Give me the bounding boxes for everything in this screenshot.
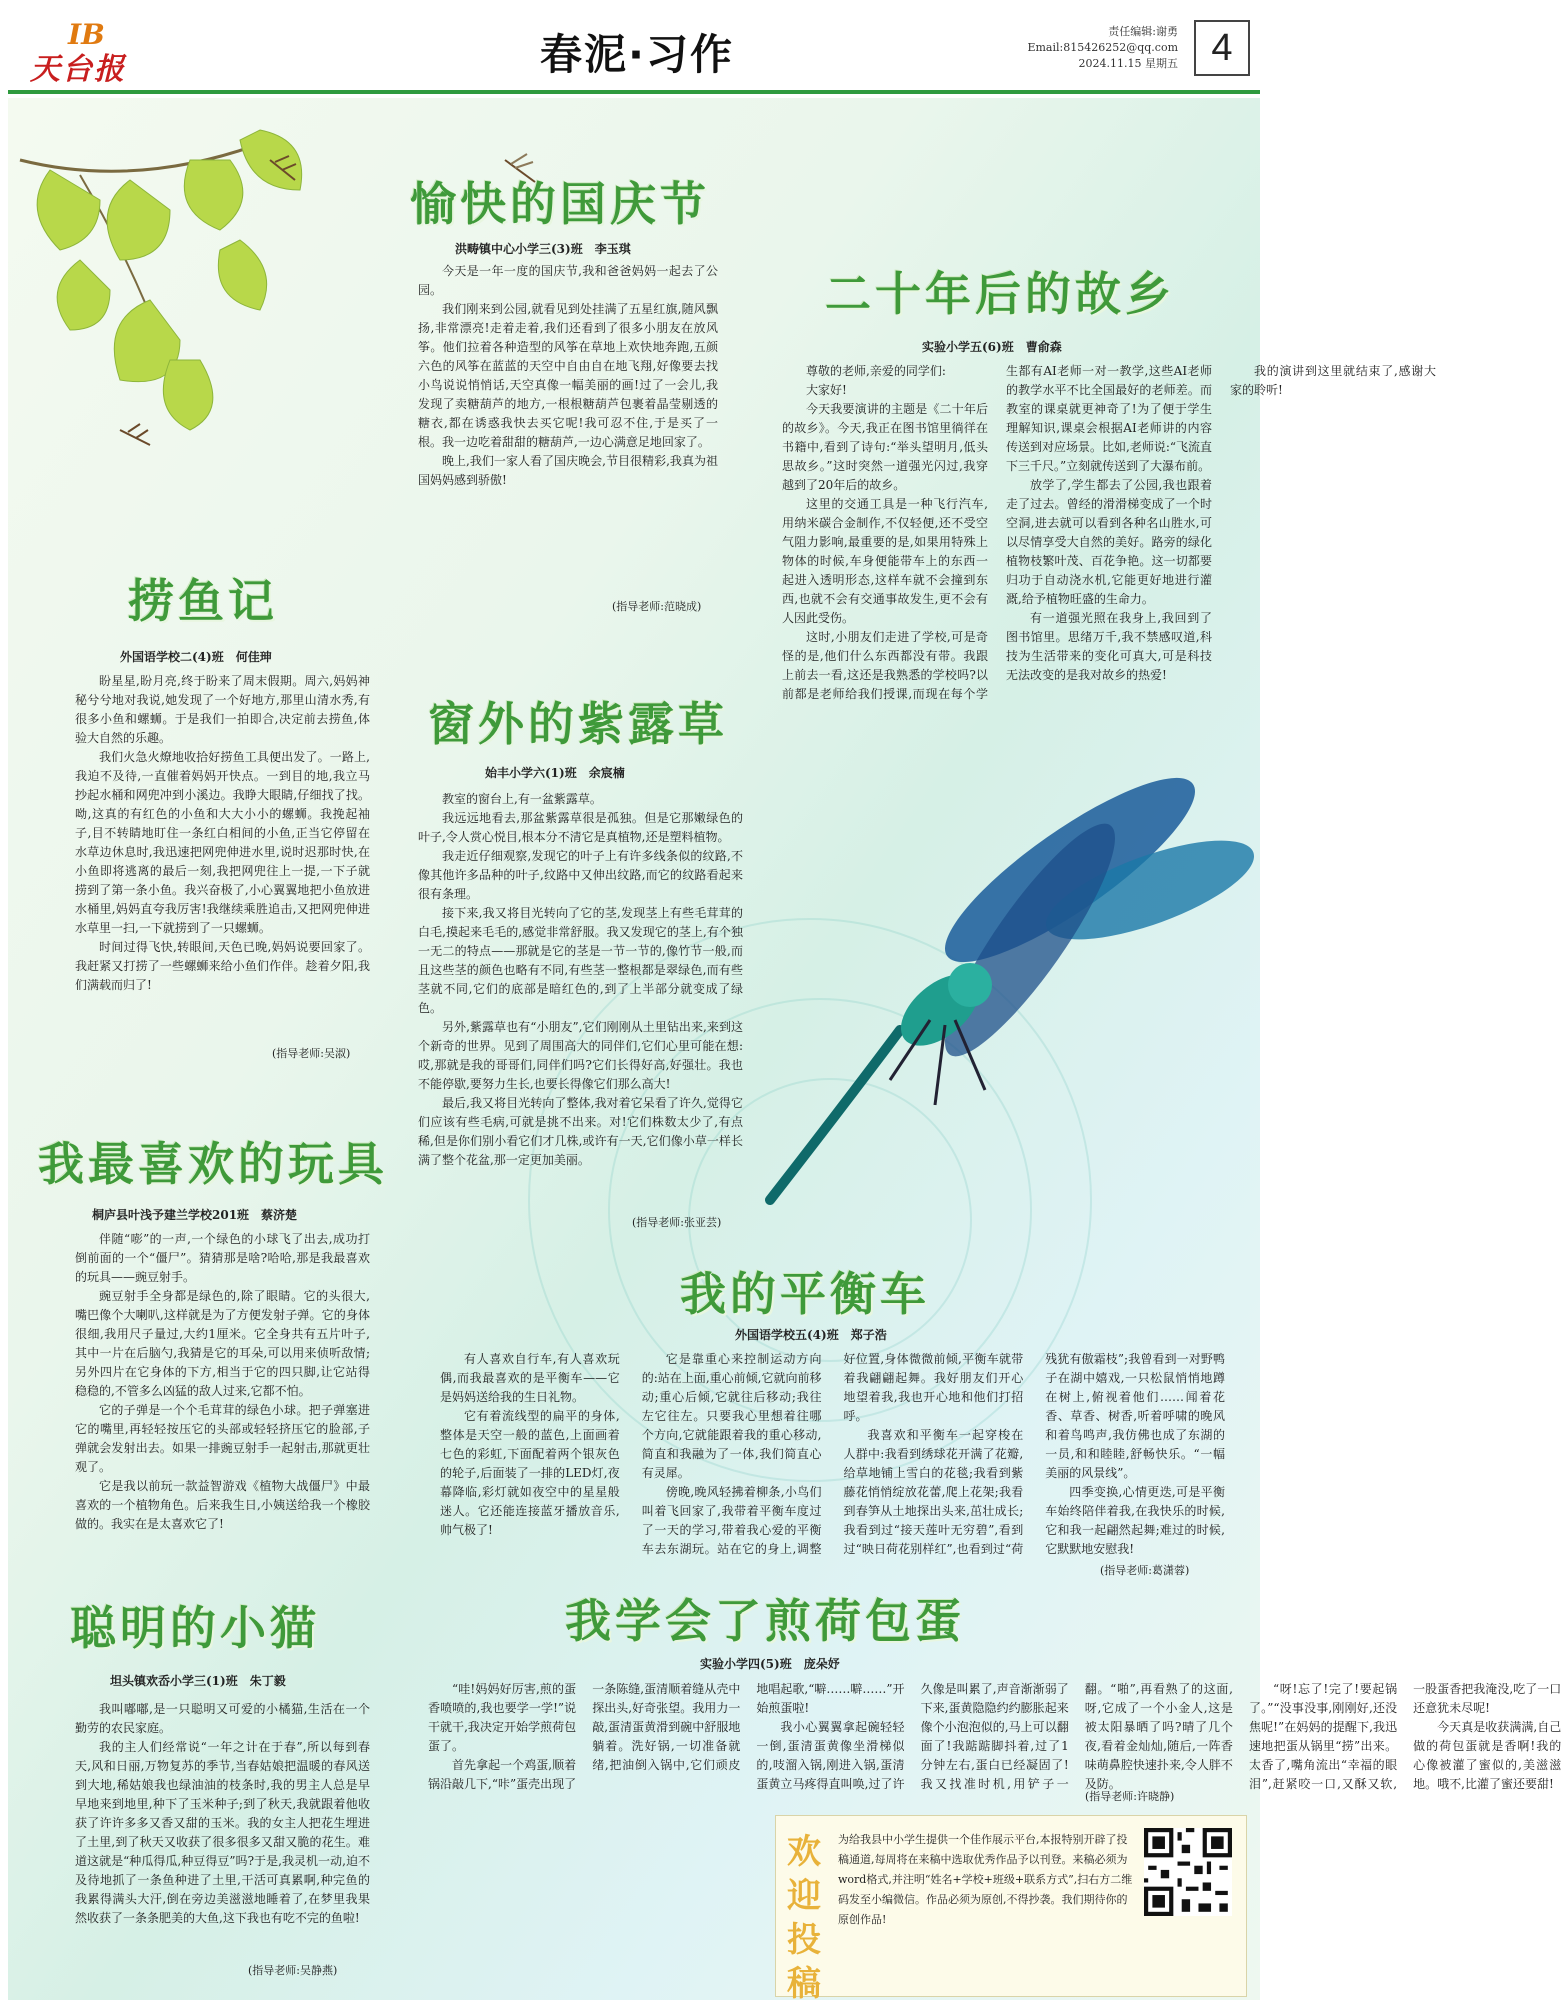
paragraph: 首先拿起一个鸡蛋,顺着锅沿敲几下,“咔”蛋壳出现了一条陈缝,蛋清顺着缝从壳中探出头,好奇张望。我用力一敲,蛋清蛋黄滑到碗中舒服地躺着。洗好锅,一切准备就绪,把油倒入锅中,它们顽皮地唱起歌,“噼……噼……”开始煎蛋啦! — [428, 1682, 905, 1791]
article-title: 窗外的紫露草 — [428, 697, 728, 751]
header-rule — [8, 90, 1260, 94]
paragraph: 另外,紫露草也有“小朋友”,它们刚刚从土里钻出来,来到这个新奇的世界。见到了周围高大的同伴们,它们心里可能在想:哎,那就是我的哥哥们,同伴们吗?它们长得好高,好强壮。我也不能停歇,要努力生长,也要长得像它们那么高大! — [418, 1020, 743, 1091]
article-byline: 外国语学校二(4)班 何佳珅 — [120, 650, 272, 664]
paragraph: 它有着流线型的扁平的身体,整体是天空一般的蓝色,上面画着七色的彩虹,下面配着两个银灰色的轮子,后面装了一排的LED灯,夜幕降临,彩灯就如夜空中的星星般迷人。它还能连接蓝牙播放音乐,帅气极了! — [440, 1409, 620, 1537]
paragraph: 接下来,我又将目光转向了它的茎,发现茎上有些毛茸茸的白毛,摸起来毛毛的,感觉非常舒服。我又发现它的茎上,有个独一无二的特点——那就是它的茎是一节一节的,像竹节一般,而且这些茎的颜色也略有不同,有些茎一整根都是翠绿色,而有些茎就不同,它们的底部是暗红色的,到了上半部分就变成了绿色。 — [418, 906, 743, 1015]
paragraph: 今天真是收获满满,自己做的荷包蛋就是香啊!我的心像被灌了蜜似的,美滋滋地。哦不,比灌了蜜还要甜! — [1413, 1720, 1561, 1791]
editor: 责任编辑:谢勇 — [1108, 25, 1178, 38]
paragraph: 我小心翼翼拿起碗轻轻一倒,蛋清蛋黄像坐滑梯似的,吱溜入锅,刚进入锅,蛋清蛋黄立马疼得直叫唤,过了许久像是叫累了,声音渐渐弱了下来,蛋黄隐隐约约膨胀起来像个小泡泡似的,马上可以翻面了!我踮踮脚抖着,过了1分钟左右,蛋白已经凝固了!我又找准时机,用铲子一翻。“啪”,再看熟了的这面,呀,它成了一个小金人,这是被太阳暴晒了吗?晴了几个夜,看着金灿灿,随后,一阵香味萌鼻腔快速扑来,令人胖不及防。 — [756, 1682, 1233, 1791]
paragraph: 大家好! — [806, 383, 847, 397]
logo-text: 天台报 — [30, 52, 126, 87]
teacher-credit: (指导老师:吴静燕) — [248, 1964, 338, 1977]
article-body — [440, 1350, 1225, 1560]
paragraph: 教室的窗台上,有一盆紫露草。 — [442, 792, 602, 806]
article-title: 我最喜欢的玩具 — [38, 1137, 388, 1191]
paragraph: 我的演讲到这里就结束了,感谢大家的聆听! — [1230, 364, 1436, 397]
paragraph: 盼星星,盼月亮,终于盼来了周末假期。周六,妈妈神秘兮兮地对我说,她发现了一个好地方,那里山清水秀,有很多小鱼和螺蛳。于是我们一拍即合,决定前去捞鱼,体验大自然的乐趣。 — [75, 674, 370, 745]
article-title: 二十年后的故乡 — [825, 267, 1175, 321]
paragraph: 这时,小朋友们走进了学校,可是奇怪的是,他们什么东西都没有带。我跟上前去一看,这还是我熟悉的学校吗?以前都是老师给我们授课,而现在每个学生都有AI老师一对一教学,这些AI老师的教学水平不比全国最好的老师差。而教室的课桌就更神奇了!为了便于学生理解知识,课桌会根据AI老师讲的内容传送到对应场景。比如,老师说:“飞流直下三千尺。”立刻就传送到了大瀑布前。 — [782, 364, 1212, 701]
masthead — [0, 0, 1268, 88]
article-byline: 实验小学四(5)班 庞朵妤 — [700, 1657, 840, 1671]
page-number: 4 — [1194, 20, 1250, 76]
logo-mark: IB — [68, 18, 105, 51]
teacher-credit: (指导老师:许晓静) — [1085, 1790, 1175, 1803]
email: Email:815426252@qq.com — [1027, 41, 1178, 54]
paragraph: 这里的交通工具是一种飞行汽车,用纳米碳合金制作,不仅轻便,还不受空气阻力影响,最重要的是,如果用特殊上物体的时候,车身便能带车上的东西一起进入透明形态,这样车就不会撞到东西,也就不会有交通事故发生,更不会有人因此受伤。 — [782, 497, 988, 625]
paragraph: 它的子弹是一个个毛茸茸的绿色小球。把子弹塞进它的嘴里,再轻轻按压它的头部或轻轻挤压它的脸部,子弹就会发射出去。如果一排豌豆射手一起射击,那就更壮观了。 — [75, 1403, 370, 1474]
article-title: 聪明的小猫 — [70, 1601, 320, 1655]
section-title: 春泥·习作 — [540, 30, 734, 79]
qr-code-icon[interactable] — [1144, 1828, 1232, 1916]
article-byline: 始丰小学六(1)班 余宸楠 — [485, 766, 625, 780]
paragraph: 有人喜欢自行车,有人喜欢玩偶,而我最喜欢的是平衡车——它是妈妈送给我的生日礼物。 — [440, 1352, 620, 1404]
article-title: 愉快的国庆节 — [410, 177, 710, 231]
article-body — [418, 790, 743, 1170]
article-body — [75, 1700, 370, 1928]
welcome-text: 为给我县中小学生提供一个佳作展示平台,本报特别开辟了投稿通道,每周将在来稿中选取优秀作品予以刊登。来稿必须为word格式,并注明“姓名+学校+班级+联系方式”,扫右方二维码发至小编微信。作品必须为原创,不得抄袭。我们期待你的原创作品! — [838, 1833, 1133, 1926]
paragraph: 我远远地看去,那盆紫露草很是孤独。但是它那嫩绿色的叶子,令人赏心悦目,根本分不清它是真植物,还是塑料植物。 — [418, 811, 743, 844]
article-body — [75, 672, 370, 995]
paragraph: 时间过得飞快,转眼间,天色已晚,妈妈说要回家了。我赶紧又打捞了一些螺蛳来给小鱼们作伴。趁着夕阳,我们满载而归了! — [75, 940, 370, 992]
article-body — [782, 362, 1436, 722]
article-byline: 坦头镇欢岙小学三(1)班 朱丁毅 — [110, 1674, 286, 1688]
teacher-credit: (指导老师:张亚芸) — [632, 1216, 722, 1229]
article-body — [418, 262, 718, 490]
article-byline: 桐庐县叶浅予建兰学校201班 蔡济楚 — [92, 1208, 298, 1222]
paragraph: 伴随“嘭”的一声,一个绿色的小球飞了出去,成功打倒前面的一个“僵尸”。猜猜那是啥?哈哈,那是我最喜欢的玩具——豌豆射手。 — [75, 1232, 370, 1284]
paragraph: 四季变换,心情更迭,可是平衡车始终陪伴着我,在我快乐的时候,它和我一起翩然起舞;难过的时候,它默默地安慰我! — [1045, 1485, 1225, 1556]
paragraph: 豌豆射手全身都是绿色的,除了眼睛。它的头很大,嘴巴像个大喇叭,这样就是为了方便发射子弹。它的身体很细,我用尺子量过,大约1厘米。它全身共有五片叶子,其中一片在后脑勺,我猜是它的耳朵,可以用来侦听敌情;另外四片在它身体的下方,相当于它的四只脚,让它站得稳稳的,不管多么凶猛的敌人过来,它都不怕。 — [75, 1289, 370, 1398]
teacher-credit: (指导老师:葛潇蓉) — [1100, 1564, 1190, 1577]
paragraph: 我们火急火燎地收拾好捞鱼工具便出发了。一路上,我迫不及待,一直催着妈妈开快点。一到目的地,我立马抄起水桶和网兜冲到小溪边。我睁大眼睛,仔细找了找。呦,这真的有红色的小鱼和大大小小的螺蛳。我挽起袖子,目不转睛地盯住一条红白相间的小鱼,正当它停留在水草边休息时,我迅速把网兜伸进水里,说时迟那时快,在小鱼即将逃离的最后一刻,我把网兜往上一提,一下子就捞到了第一条小鱼。我兴奋极了,小心翼翼地把小鱼放进水桶里,妈妈直夸我厉害!我继续乘胜追击,又把网兜伸进水草里一扫,一下就捞到了一只螺蛳。 — [75, 750, 370, 935]
paragraph: 有一道强光照在我身上,我回到了图书馆里。思绪万千,我不禁感叹道,科技为生活带来的变化可真大,可是科技无法改变的是我对故乡的热爱! — [1006, 611, 1212, 682]
article-byline: 洪畴镇中心小学三(3)班 李玉琪 — [455, 242, 631, 256]
paragraph: 今天是一年一度的国庆节,我和爸爸妈妈一起去了公园。 — [418, 264, 718, 297]
paragraph: “哇!妈妈好厉害,煎的蛋香喷喷的,我也要学一学!”说干就干,我决定开始学煎荷包蛋了。 — [428, 1682, 577, 1753]
article-title: 捞鱼记 — [128, 574, 278, 628]
paragraph: 我喜欢和平衡车一起穿梭在人群中:我看到绣球花开满了花瓣,给草地铺上雪白的花毯;我看到紫藤花悄悄绽放花蕾,爬上花架;我看到春笋从土地探出头来,茁壮成长;我看到过“接天莲叶无穷碧”,看到过“映日荷花别样红”,也看到过“荷残犹有傲霜枝”;我曾看到一对野鸭子在湖中嬉戏,一只松鼠悄悄地蹲在树上,俯视着他们……闻着花香、草香、树香,听着呼啸的晚风和着鸟鸣声,我仿佛也成了东湖的一员,和和睦睦,舒畅快乐。“一幅美丽的风景线”。 — [843, 1352, 1225, 1556]
paragraph: “呀!忘了!完了!要起锅了。”“没事没事,刚刚好,还没焦呢!”在妈妈的提醒下,我迅速地把蛋从锅里“捞”出来。太香了,嘴角流出“幸福的眼泪”,赶紧咬一口,又酥又软,一股蛋香把我淹没,吃了一口还意犹未尽呢! — [1248, 1682, 1561, 1791]
paragraph: 傍晚,晚风轻拂着柳条,小鸟们叫着飞回家了,我带着平衡车度过了一天的学习,带着我心爱的平衡车去东湖玩。站在它的身上,调整好位置,身体微微前倾,平衡车就带着我翩翩起舞。我好朋友们开心地望着我,我也开心地和他们打招呼。 — [641, 1352, 1024, 1556]
paragraph: 我们刚来到公园,就看见到处挂满了五星红旗,随风飘扬,非常漂亮!走着走着,我们还看到了很多小朋友在放风筝。他们拉着各种造型的风筝在草地上欢快地奔跑,五颜六色的风筝在蓝蓝的天空中自由自在地飞翔,好像要去找小鸟说说悄悄话,天空真像一幅美丽的画!过了一会儿,我发现了卖糖葫芦的地方,一根根糖葫芦包裹着晶莹剔透的糖衣,都在诱惑我快去买它呢!我可忍不住,于是买了一根。我一边吃着甜甜的糖葫芦,一边心满意足地回家了。 — [418, 302, 718, 449]
article-byline: 外国语学校五(4)班 郑子浩 — [735, 1328, 887, 1342]
article-byline: 实验小学五(6)班 曹俞森 — [922, 340, 1062, 354]
article-title: 我学会了煎荷包蛋 — [565, 1594, 965, 1648]
newspaper-logo — [30, 18, 140, 87]
paragraph: 最后,我又将目光转向了整体,我对着它呆看了许久,觉得它们应该有些毛病,可就是挑不出来。对!它们株数太少了,有点稀,但是你们别小看它们才几株,或许有一天,它们像小草一样长满了整个花盆,那一定更加美丽。 — [418, 1096, 743, 1167]
paragraph: 它是我以前玩一款益智游戏《植物大战僵尸》中最喜欢的一个植物角色。后来我生日,小姨送给我一个橡胶做的。我实在是太喜欢它了! — [75, 1479, 370, 1531]
submission-notice — [775, 1815, 1247, 2004]
paragraph: 它是靠重心来控制运动方向的:站在上面,重心前倾,它就向前移动;重心后倾,它就往后移动;我往左它往左。只要我心里想着往哪个方向,它就能跟着我的重心移动,简直和我融为了一体,我们简直心有灵犀。 — [641, 1352, 822, 1480]
teacher-credit: (指导老师:范晓成) — [612, 600, 702, 613]
page-meta — [1027, 24, 1178, 72]
issue-date: 2024.11.15 星期五 — [1078, 57, 1178, 70]
article-body — [75, 1230, 370, 1534]
paragraph: 我叫嘟嘟,是一只聪明又可爱的小橘猫,生活在一个勤劳的农民家庭。 — [75, 1702, 370, 1735]
welcome-label: 欢迎投稿 — [787, 1832, 821, 2004]
paragraph: 今天我要演讲的主题是《二十年后的故乡》。今天,我正在图书馆里徜徉在书籍中,看到了诗句:“举头望明月,低头思故乡。”这时突然一道强光闪过,我穿越到了20年后的故乡。 — [782, 402, 988, 492]
ginkgo-leaves-illustration — [20, 100, 360, 500]
paragraph: 晚上,我们一家人看了国庆晚会,节目很精彩,我真为祖国妈妈感到骄傲! — [418, 454, 718, 487]
paragraph: 我的主人们经常说“一年之计在于春”,所以每到春天,风和日丽,万物复苏的季节,当春姑娘把温暖的春风送到大地,稀姑娘我也绿油油的枝条时,我的男主人总是早早地来到地里,种下了玉米种子;到了秋天,我就跟着他收获了许许多多又香又甜的玉米。我的女主人把花生埋进了土里,到了秋天又收获了很多很多又甜又脆的花生。难道这就是“种瓜得瓜,种豆得豆”吗?于是,我灵机一动,迫不及待地抓了一条鱼种进了土里,干活可真累啊,种完鱼的我累得满头大汗,倒在旁边美滋滋地睡着了,在梦里我果然收获了一条条肥美的大鱼,这下我也有吃不完的鱼啦! — [75, 1740, 370, 1925]
article-title: 我的平衡车 — [680, 1267, 930, 1321]
dragonfly-illustration — [730, 780, 1260, 1240]
teacher-credit: (指导老师:吴淑) — [272, 1047, 351, 1060]
paragraph: 放学了,学生都去了公园,我也跟着走了过去。曾经的滑滑梯变成了一个时空洞,进去就可以看到各种名山胜水,可以尽情享受大自然的美好。路旁的绿化植物枝繁叶茂、百花争艳。这一切都要归功于自动浇水机,它能更好地进行灌溉,给予植物旺盛的生命力。 — [1006, 478, 1212, 606]
paragraph: 尊敬的老师,亲爱的同学们: — [806, 364, 946, 378]
paragraph: 我走近仔细观察,发现它的叶子上有许多线条似的纹路,不像其他许多品种的叶子,纹路中又伸出纹路,而它的纹路看起来很有条理。 — [418, 849, 743, 901]
